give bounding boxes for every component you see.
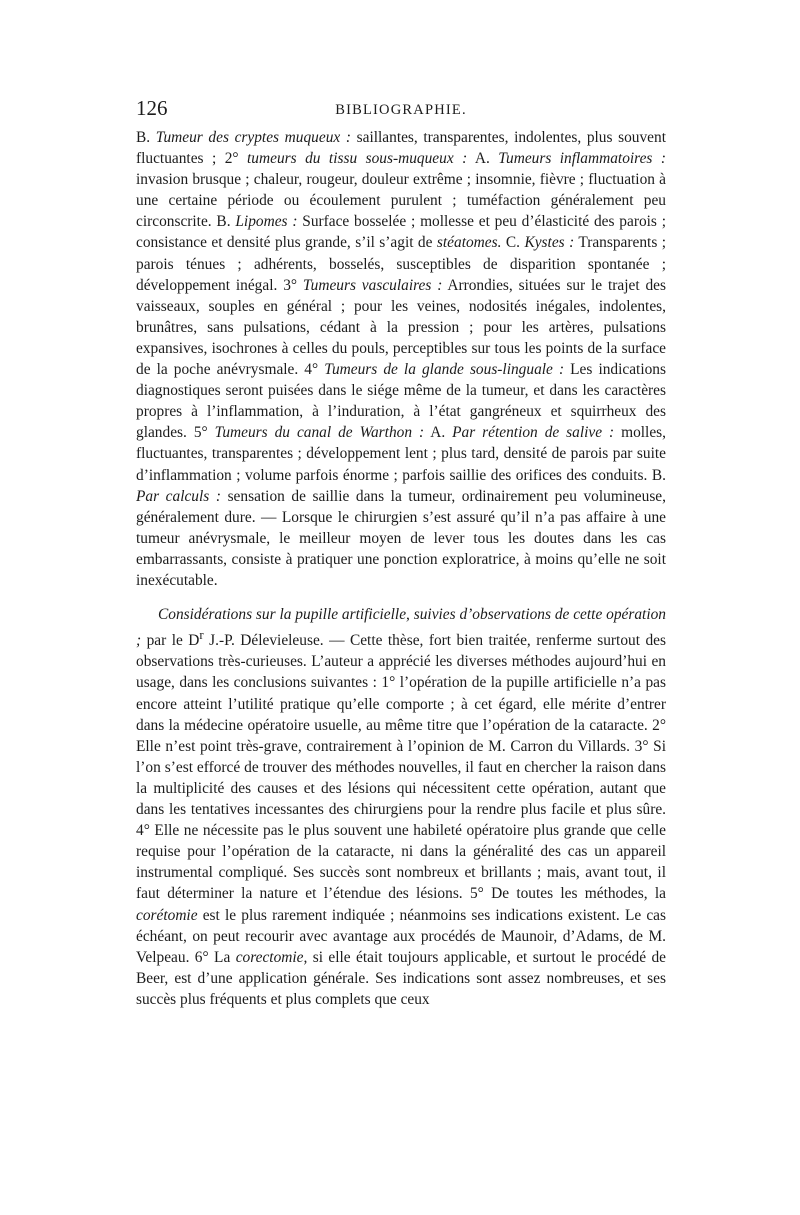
text-vasculaires: Arrondies, situées sur le trajet des vaisseaux, souples en général ; pour les veines, nodosités inégales, indolentes, brunâtres, sans pulsations, cédant à la pression ; pour les artères, pulsations expansives, isochrones à celles du pouls, perceptibles sur tous les points de la surface de la poche anévrysmale. 4°: [136, 276, 666, 379]
page-body: [136, 127, 666, 1010]
page-header: [136, 96, 666, 122]
text-lipomes: Surface bosselée ; mollesse et peu d’élasticité des parois ; consistance et densité plus grande, s’il s’agit de: [136, 213, 666, 252]
heading-sous-linguale: Tumeurs de la glande sous-linguale :: [324, 361, 565, 379]
text-retention: molles, fluctuantes, transparentes ; développement lent ; plus tard, densité de parois par suite d’inflammation ; volume parfois énorme ; parfois saillie des orifices des conduits. B.: [136, 424, 666, 484]
text-sous-linguale: Les indications diagnostiques seront puisées dans le siége même de la tumeur, et dans les caractères propres à l’inflammation, à l’induration, à l’état gangréneux et squirrheux des glandes. 5°: [136, 361, 666, 442]
label-b: B.: [136, 129, 151, 146]
author-sup: r: [199, 628, 204, 643]
term-corectomie: corectomie,: [235, 948, 308, 966]
heading-kystes: Kystes :: [524, 234, 575, 252]
text-cryptes: saillantes, transparentes, indolentes, plus souvent fluctuantes ; 2°: [136, 129, 666, 168]
page-number: 126: [136, 96, 168, 120]
text-pupille-1: J.-P. Délevieleuse. — Cette thèse, fort bien traitée, renferme surtout des observations très-curieuses. L’auteur a apprécié les diverses méthodes aujourd’hui en usage, dans les conclusions suivantes : 1° l’opération de la pupille artificielle n’a pas encore atteint l’utilité pratique qu’elle comporte ; à cet égard, elle mérite d’entrer dans la médecine opératoire usuelle, au même titre que l’opération de la cataracte. 2° Elle n’est point très-grave, contrairement à l’opinion de M. Carron du Villards. 3° Si l’on s’est efforcé de trouver des méthodes nouvelles, il faut en chercher la raison dans la multiplicité des causes et des lésions qui nécessitent cette opération, autant que dans les tentatives incessantes des chirurgiens pour la rendre plus facile et plus sûre. 4° Elle ne nécessite pas le plus souvent une habileté opératoire plus grande que celle requise pour l’opération de la cataracte, ni dans la généralité des cas un appareil instrumental compliqué. Ses succès sont nombreux et brillants ; mais, avant tout, il faut déterminer la nature et l’étendue des lésions. 5° De toutes les méthodes, la: [136, 632, 666, 903]
heading-vasculaires: Tumeurs vasculaires :: [302, 276, 443, 294]
heading-tissu: tumeurs du tissu sous-muqueux :: [247, 150, 468, 168]
author-intro: par le D: [141, 632, 200, 650]
heading-calculs: Par calculs :: [136, 487, 221, 505]
text-inflammatoires: invasion brusque ; chaleur, rougeur, douleur extrême ; insomnie, fièvre ; fluctuation à une certaine période ou écoulement purulent ; tuméfaction généralement peu circonscrite. B.: [136, 171, 666, 231]
text-pupille-3: si elle était toujours applicable, et surtout le procédé de Beer, est d’une application générale. Ses indications sont assez nombreuses, et ses succès plus fréquents et plus complets que ceux: [136, 948, 666, 1008]
paragraph-pupille: [136, 604, 666, 1010]
heading-inflammatoires: Tumeurs inflammatoires :: [498, 150, 666, 168]
label-a2: A.: [424, 424, 453, 442]
heading-warthon: Tumeurs du canal de Warthon :: [214, 424, 425, 442]
heading-cryptes: Tumeur des cryptes muqueux :: [155, 129, 351, 146]
label-a: A.: [467, 150, 499, 168]
heading-retention: Par rétention de salive :: [452, 424, 615, 442]
text-kystes: Transparents ; parois ténues ; adhérents, bosselés, susceptibles de disparition spontanée ; développement inégal. 3°: [136, 234, 667, 294]
text-calculs: sensation de saillie dans la tumeur, ordinairement peu volumineuse, généralement dure. — Lorsque le chirurgien s’est assuré qu’il n’a pas affaire à une tumeur anévrysmale, le meilleur moyen de lever tous les doutes dans les cas embarrassants, consiste à pratiquer une ponction exploratrice, à moins qu’elle ne soit inexécutable.: [136, 487, 666, 589]
running-title: BIBLIOGRAPHIE.: [335, 102, 467, 118]
label-c: C.: [501, 234, 525, 252]
paragraph-tumeurs: [136, 127, 666, 591]
text-pupille-2: est le plus rarement indiquée ; néanmoins ses indications existent. Le cas échéant, on peut recourir avec avantage aux procédés de Maunoir, d’Adams, de M. Velpeau. 6° La: [136, 906, 666, 966]
term-coretomie: corétomie: [136, 906, 198, 924]
heading-lipomes: Lipomes :: [235, 213, 298, 231]
thesis-title: Considérations sur la pupille artificielle, suivies d’observations de cette opération ;: [136, 606, 666, 650]
term-steatomes: stéatomes.: [436, 234, 502, 252]
